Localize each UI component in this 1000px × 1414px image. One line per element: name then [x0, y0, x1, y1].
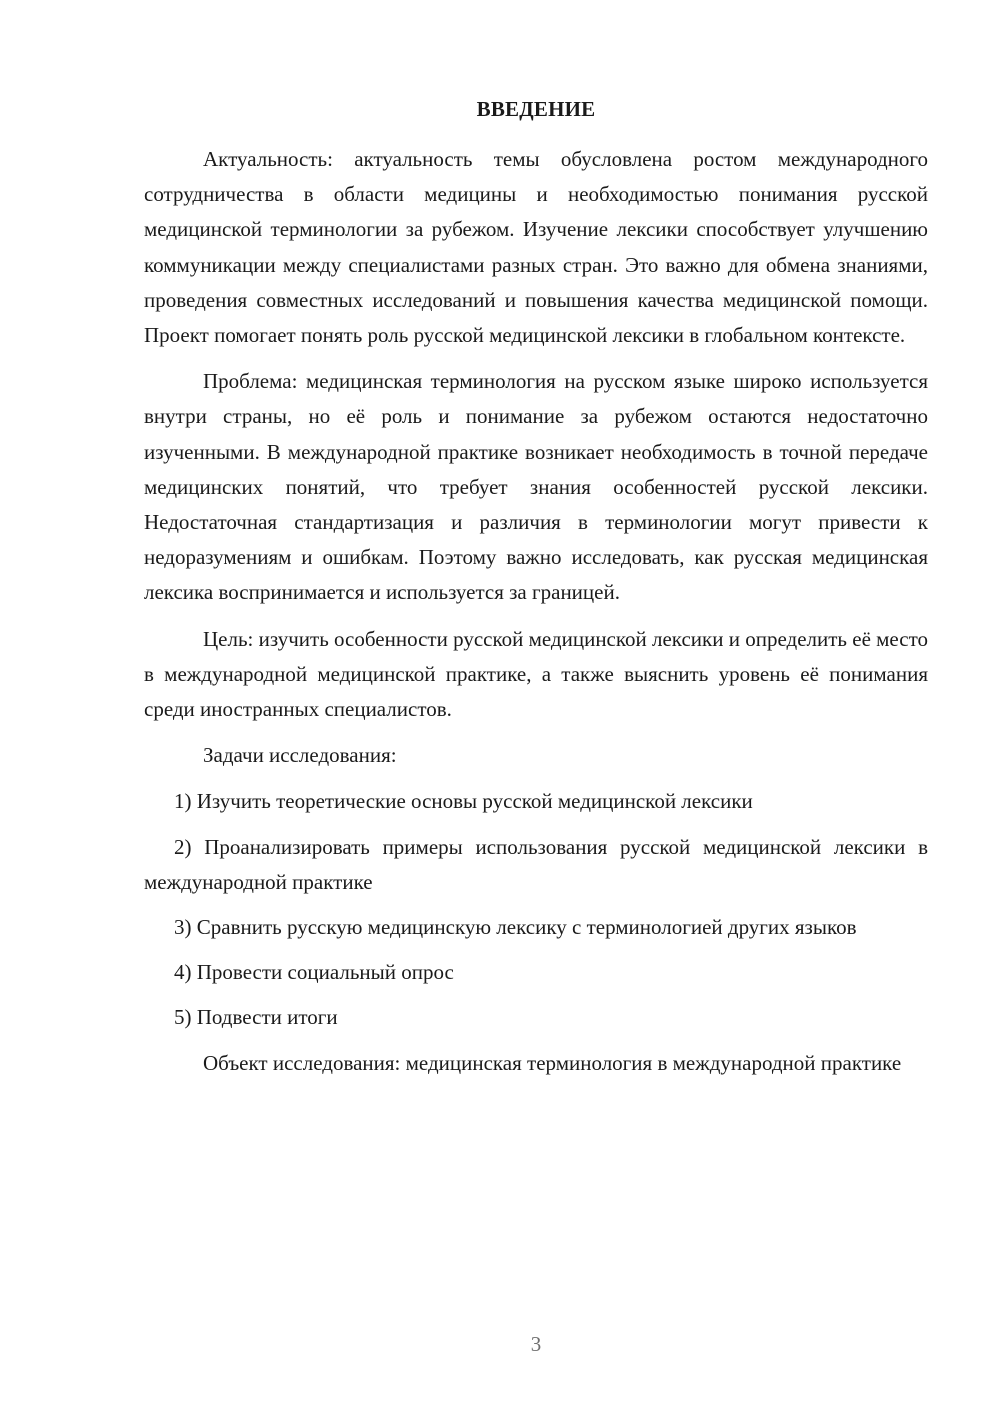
goal-paragraph: Цель: изучить особенности русской медицинской лексики и определить её место в международной медицинской практике, а также выяснить уровень её понимания среди иностранных специалистов.: [144, 626, 928, 722]
list-item: 2) Проанализировать примеры использования русской медицинской лексики в международной практике: [144, 834, 928, 894]
list-item: 4) Провести социальный опрос: [174, 960, 454, 985]
tasks-heading: Задачи исследования:: [203, 743, 397, 768]
tasks-list: [144, 784, 928, 1035]
page-content: [144, 92, 928, 1092]
list-item: 1) Изучить теоретические основы русской медицинской лексики: [174, 789, 753, 814]
object-paragraph: Объект исследования: медицинская терминология в международной практике: [203, 1050, 902, 1075]
section-title: ВВЕДЕНИЕ: [476, 97, 596, 121]
problem-paragraph: Проблема: медицинская терминология на русском языке широко используется внутри страны, но её роль и понимание за рубежом остаются недостаточно изученными. В международной практике возникает необходимость в точной передаче медицинских понятий, что требует знания особенностей русской лексики. Недостаточная стандартизация и различия в терминологии могут привести к недоразумениям и ошибкам. Поэтому важно исследовать, как русская медицинская лексика воспринимается и используется за границей.: [144, 369, 928, 605]
list-item: 3) Сравнить русскую медицинскую лексику с терминологией других языков: [174, 915, 857, 940]
list-item: 5) Подвести итоги: [174, 1005, 338, 1030]
relevance-paragraph: Актуальность: актуальность темы обусловлена ростом международного сотрудничества в области медицины и необходимостью понимания русской медицинской терминологии за рубежом. Изучение лексики способствует улучшению коммуникации между специалистами разных стран. Это важно для обмена знаниями, проведения совместных исследований и повышения качества медицинской помощи. Проект помогает понять роль русской медицинской лексики в глобальном контексте.: [144, 147, 928, 348]
page-number: 3: [530, 1332, 542, 1356]
